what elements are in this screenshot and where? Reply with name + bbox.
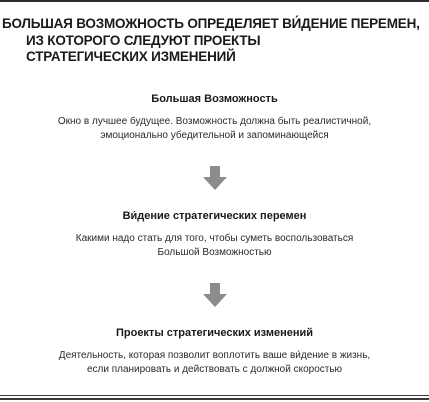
arrow-down-icon	[203, 166, 227, 190]
step-description-line: Окно в лучшее будущее. Возможность должна быть реалистичной,	[57, 116, 372, 127]
bottom-rule	[0, 395, 429, 396]
step-description-line: если планировать и действовать с должной скоростью	[86, 363, 343, 375]
heading-line-2: ИЗ КОТОРОГО СЛЕДУЮТ ПРОЕКТЫ	[26, 32, 261, 48]
step-description-line: эмоционально убедительной и запоминающейся	[100, 129, 329, 141]
step-title: Проекты стратегических изменений	[115, 327, 314, 339]
step-description-line: Большой Возможностью	[157, 246, 272, 258]
heading-line-1: БОЛЬШАЯ ВОЗМОЖНОСТЬ ОПРЕДЕЛЯЕТ ВИ́ДЕНИЕ ПЕРЕМЕН,	[2, 16, 420, 31]
top-rule	[0, 0, 429, 2]
step-description-line: Деятельность, которая позволит воплотить ваше ви́дение в жизнь,	[58, 350, 371, 361]
step-title: Ви́дение стратегических перемен	[122, 210, 307, 222]
step-title: Большая Возможность	[151, 93, 278, 105]
page-heading	[2, 16, 427, 66]
step-big-opportunity	[0, 92, 429, 142]
step-vision	[0, 209, 429, 259]
step-description	[0, 232, 429, 259]
step-description	[0, 115, 429, 142]
heading-line-3: СТРАТЕГИЧЕСКИХ ИЗМЕНЕНИЙ	[26, 49, 236, 64]
step-change-projects	[0, 326, 429, 376]
bottom-rule	[0, 398, 429, 400]
step-description-line: Какими надо стать для того, чтобы суметь воспользоваться	[75, 233, 354, 244]
arrow-down-icon	[203, 283, 227, 307]
step-description	[0, 349, 429, 376]
